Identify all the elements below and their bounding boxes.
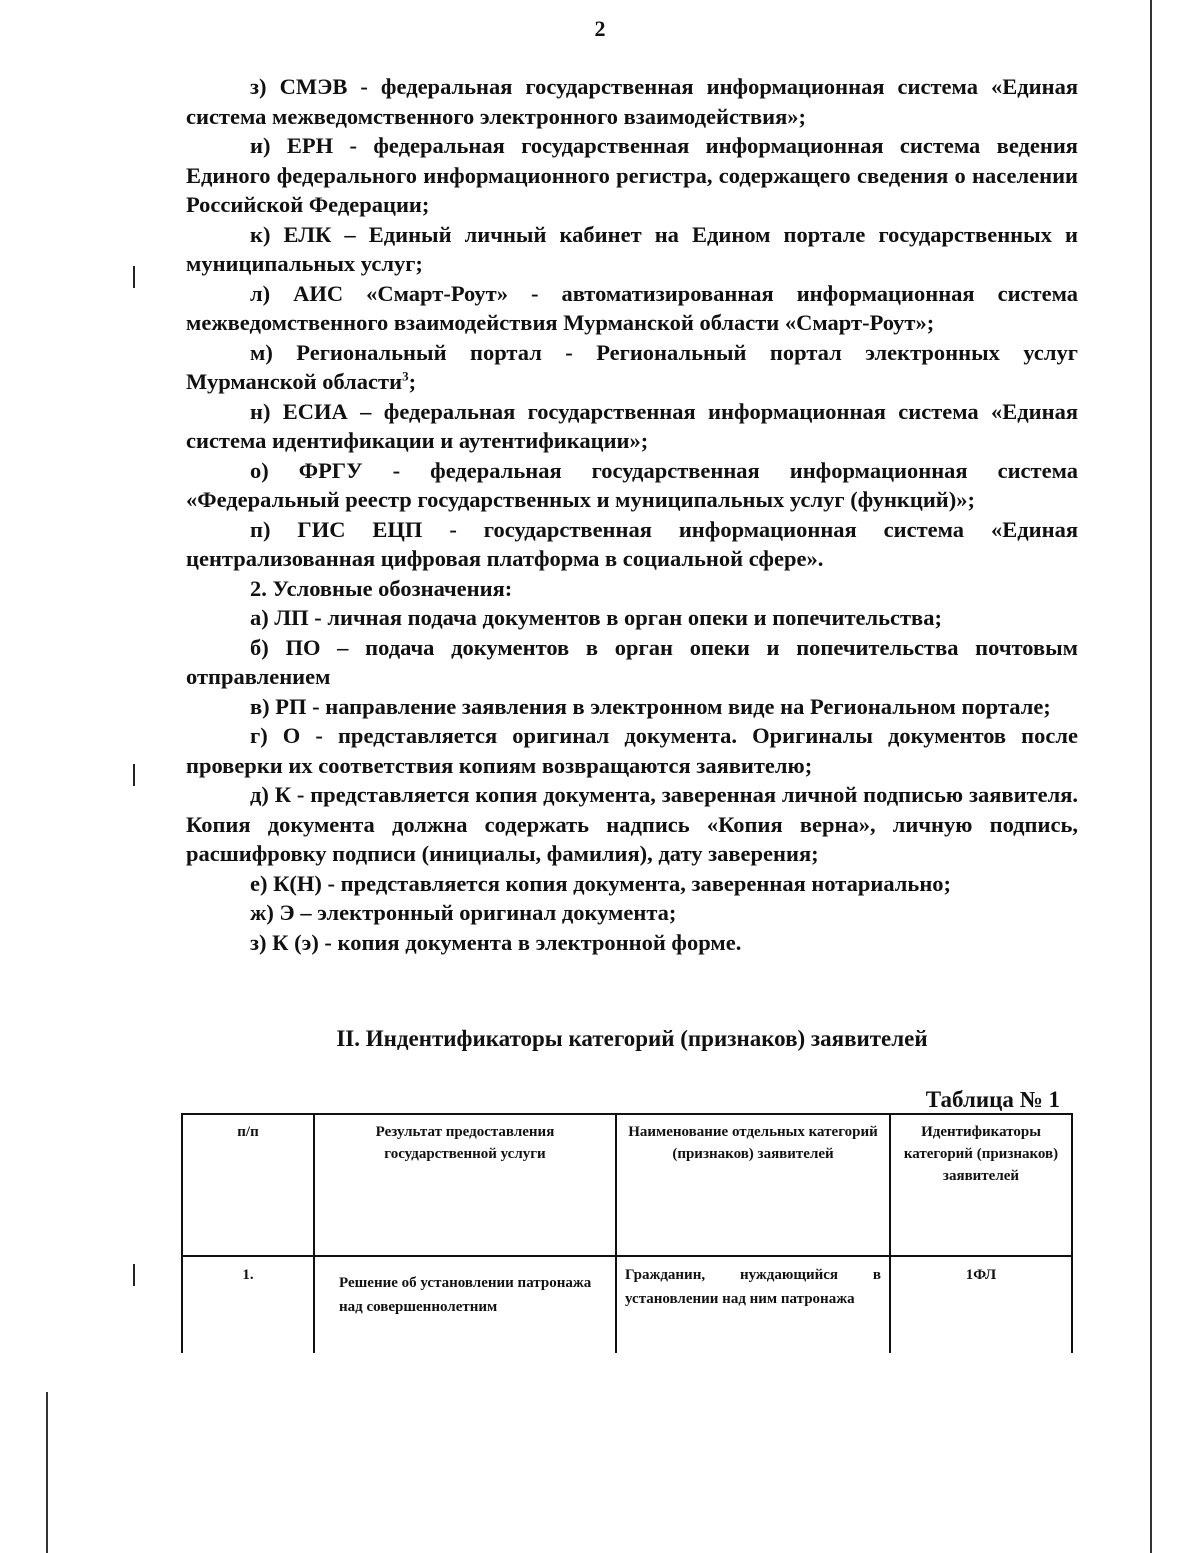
scan-edge-line — [46, 1392, 48, 1553]
convention-k: д) К - представляется копия документа, заверенная личной подписью заявителя. Копия документа должна содержать надпись «Копия верна», личную подпись, расшифровку подписи (инициалы, фамилия), дату заверения; — [186, 782, 1078, 866]
header-category: Наименование отдельных категорий (признаков) заявителей — [616, 1114, 890, 1256]
table-caption: Таблица № 1 — [925, 1087, 1060, 1112]
margin-revision-mark — [133, 266, 135, 288]
conventions-heading: 2. Условные обозначения: — [250, 575, 513, 601]
convention-lp: а) ЛП - личная подача документов в орган опеки и попечительства; — [250, 605, 942, 630]
applicant-categories-table — [181, 1113, 1071, 1349]
definition-gis-ecp: п) ГИС ЕЦП - государственная информационная система «Единая централизованная цифровая платформа в социальной сфере». — [186, 516, 1078, 571]
definition-frgu: о) ФРГУ - федеральная государственная информационная система «Федеральный реестр государственных и муниципальных услуг (функций)»; — [186, 457, 1078, 512]
table-row — [182, 1256, 1072, 1353]
table-header-row — [182, 1114, 1072, 1256]
scan-edge-line — [1150, 0, 1152, 1553]
definition-regional-portal-tail: ; — [408, 369, 417, 394]
page-number: 2 — [594, 16, 606, 41]
header-number: п/п — [182, 1114, 314, 1256]
header-identifier: Идентификаторы категорий (признаков) заявителей — [890, 1114, 1072, 1256]
footnote-ref-3: 3 — [402, 368, 409, 384]
header-result: Результат предоставления государственной услуги — [314, 1114, 616, 1256]
convention-ke: з) К (э) - копия документа в электронной форме. — [250, 929, 742, 955]
definition-elk: к) ЕЛК – Единый личный кабинет на Едином портале государственных и муниципальных услуг; — [186, 221, 1078, 276]
cell-category: Гражданин, нуждающийся в установлении над ним патронажа — [616, 1256, 890, 1353]
convention-kn: е) К(Н) - представляется копия документа, заверенная нотариально; — [250, 870, 952, 896]
convention-po: б) ПО – подача документов в орган опеки и попечительства почтовым отправлением — [186, 634, 1078, 689]
definition-regional-portal-text: м) Региональный портал - Региональный портал электронных услуг Мурманской области — [186, 339, 1078, 394]
margin-revision-mark — [133, 764, 135, 786]
convention-rp: в) РП - направление заявления в электронном виде на Региональном портале; — [250, 693, 1051, 719]
document-body — [186, 72, 1078, 957]
definition-ais-smart-route: л) АИС «Смарт-Роут» - автоматизированная информационная система межведомственного взаимодействия Мурманской области «Смарт-Роут»; — [186, 280, 1078, 335]
cell-identifier: 1ФЛ — [890, 1256, 1072, 1353]
definition-smev: з) СМЭВ - федеральная государственная информационная система «Единая система межведомственного электронного взаимодействия»; — [186, 74, 1078, 129]
table — [181, 1113, 1073, 1353]
cell-number: 1. — [182, 1256, 314, 1353]
convention-o: г) О - представляется оригинал документа. Оригиналы документов после проверки их соответствия копиям возвращаются заявителю; — [186, 723, 1078, 778]
section-heading: II. Индентификаторы категорий (признаков) заявителей — [336, 1026, 928, 1051]
definition-esia: н) ЕСИА – федеральная государственная информационная система «Единая система идентификации и аутентификации»; — [186, 398, 1078, 453]
cell-result: Решение об установлении патронажа над совершеннолетним — [314, 1256, 616, 1353]
convention-e: ж) Э – электронный оригинал документа; — [250, 900, 677, 925]
definition-regional-portal — [186, 338, 1078, 397]
definition-ern: и) ЕРН - федеральная государственная информационная система ведения Единого федерального информационного регистра, содержащего сведения о населении Российской Федерации; — [186, 133, 1078, 217]
margin-revision-mark — [133, 1264, 135, 1286]
